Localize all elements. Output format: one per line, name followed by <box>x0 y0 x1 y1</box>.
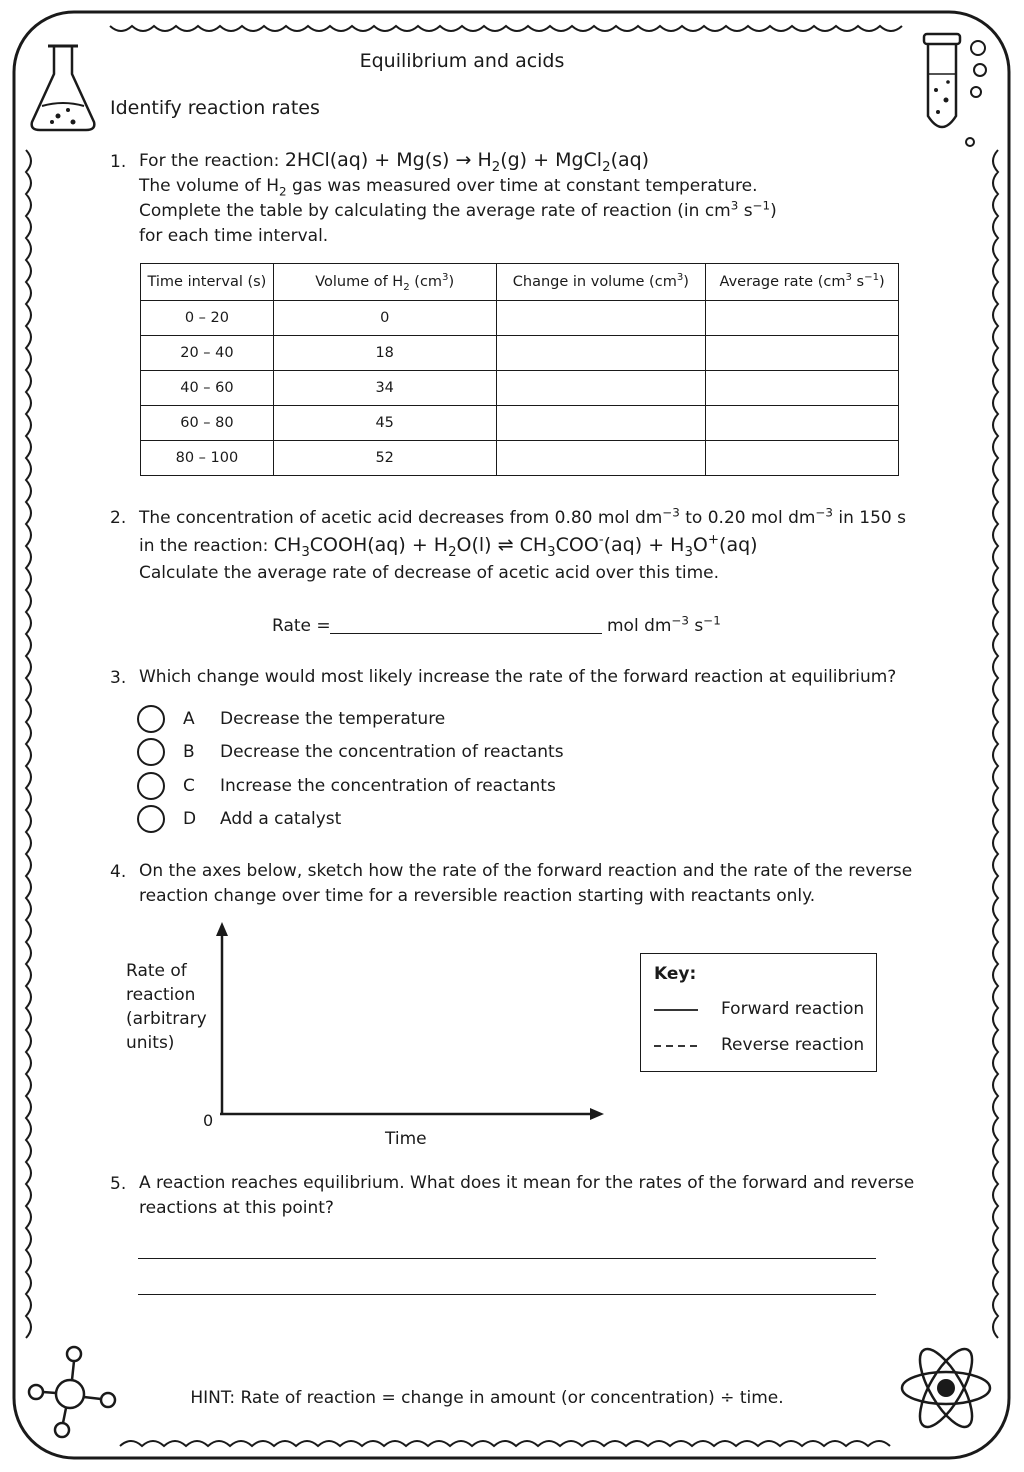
q3-text: Which change would most likely increase the rate of the forward reaction at equilibrium? <box>139 667 897 687</box>
q1-line-3: Complete the table by calculating the average rate of reaction (in $cm^3$ $s^{-1}$) <box>139 198 777 221</box>
rate-answer-blank[interactable] <box>330 633 602 634</box>
rate-cell[interactable] <box>706 406 899 441</box>
q1-line-4: for each time interval. <box>139 226 329 246</box>
header-average-rate: Average rate ($cm^3$ $s^{-1}$) <box>706 264 899 301</box>
rate-cell[interactable] <box>706 371 899 406</box>
q2-line-3: Calculate the average rate of decrease of acetic acid over this time. <box>139 563 720 583</box>
rate-cell[interactable] <box>706 441 899 476</box>
section-heading: Identify reaction rates <box>110 97 320 119</box>
key-box <box>640 953 877 1072</box>
rate-answer-label: Rate = <box>272 616 331 636</box>
table-row: 80 – 100 52 <box>141 441 899 476</box>
radio-option-c[interactable] <box>137 772 165 800</box>
table-row: 60 – 80 45 <box>141 406 899 441</box>
q4-number: 4. <box>110 862 127 882</box>
header-change-volume: Change in volume $(cm^3)$ <box>496 264 706 301</box>
header-time-interval: Time interval (s) <box>141 264 274 301</box>
q5-text: A reaction reaches equilibrium. What does it mean for the rates of the forward and reverse reactions at this point? <box>139 1173 915 1218</box>
table-row: 20 – 40 18 <box>141 336 899 371</box>
q4-text: On the axes below, sketch how the rate of the forward reaction and the rate of the reverse reaction change over time for a reversible reaction starting with reactants only. <box>139 861 913 906</box>
key-forward-label: Forward reaction <box>721 999 865 1019</box>
answer-line-1[interactable] <box>138 1258 876 1259</box>
table-row: 40 – 60 34 <box>141 371 899 406</box>
q2-number: 2. <box>110 508 127 528</box>
key-reverse-label: Reverse reaction <box>721 1035 865 1055</box>
answer-line-2[interactable] <box>138 1294 876 1295</box>
radio-option-d[interactable] <box>137 805 165 833</box>
q1-reaction-line: For the reaction: $2HCl(aq) + Mg(s) \to H_2(g)$ + MgCl$_2$(aq) <box>139 149 650 175</box>
change-cell[interactable] <box>496 336 706 371</box>
q3-number: 3. <box>110 668 127 688</box>
rate-cell[interactable] <box>706 301 899 336</box>
key-line-samples <box>654 1002 702 1052</box>
table-row: 0 – 20 0 <box>141 301 899 336</box>
worksheet-title: Equilibrium and acids <box>359 50 565 72</box>
option-b[interactable]: B Decrease the concentration of reactants <box>137 737 637 767</box>
hint-text: HINT: Rate of reaction = change in amount (or concentration) ÷ time. <box>190 1388 784 1408</box>
change-cell[interactable] <box>496 371 706 406</box>
axis-origin-label: 0 <box>203 1111 214 1130</box>
q5-number: 5. <box>110 1174 127 1194</box>
change-cell[interactable] <box>496 441 706 476</box>
q1-text <box>139 148 777 249</box>
rate-cell[interactable] <box>706 336 899 371</box>
x-axis-arrow-icon <box>590 1108 604 1120</box>
change-cell[interactable] <box>496 406 706 441</box>
key-title: Key: <box>654 964 697 984</box>
option-c[interactable]: C Increase the concentration of reactants <box>137 771 637 801</box>
radio-option-a[interactable] <box>137 705 165 733</box>
change-cell[interactable] <box>496 301 706 336</box>
table-header-row <box>141 264 899 301</box>
rate-answer-unit: mol $dm^{-3}$ $s^{-1}$ <box>607 613 721 636</box>
x-axis-label: Time <box>385 1129 427 1149</box>
q2-text <box>139 505 906 587</box>
q1-line-2: The volume of $H_2$ gas was measured over time at constant temperature. <box>139 176 758 199</box>
q2-line-1: The concentration of acetic acid decreases from 0.80 mol $dm^{-3}$ to 0.20 mol $dm^{-3}$ in 150 s <box>139 505 906 528</box>
y-axis-label: Rate of reaction (arbitrary units) <box>126 961 207 1053</box>
option-d[interactable]: D Add a catalyst <box>137 804 637 834</box>
option-a[interactable]: A Decrease the temperature <box>137 704 637 734</box>
q2-reaction-line: in the reaction: $CH_3COOH(aq) + H_2O(l)$ ⇌ $CH_3COO^-(aq) + H_3O^+(aq)$ <box>139 532 758 560</box>
test-tube-icon <box>918 30 1014 150</box>
header-volume: Volume of $H_2$ $(cm^3)$ <box>273 264 496 301</box>
y-axis-arrow-icon <box>216 922 228 936</box>
radio-option-b[interactable] <box>137 738 165 766</box>
rate-table <box>140 263 899 476</box>
q1-number: 1. <box>110 152 127 172</box>
sketch-axes[interactable] <box>196 918 616 1128</box>
